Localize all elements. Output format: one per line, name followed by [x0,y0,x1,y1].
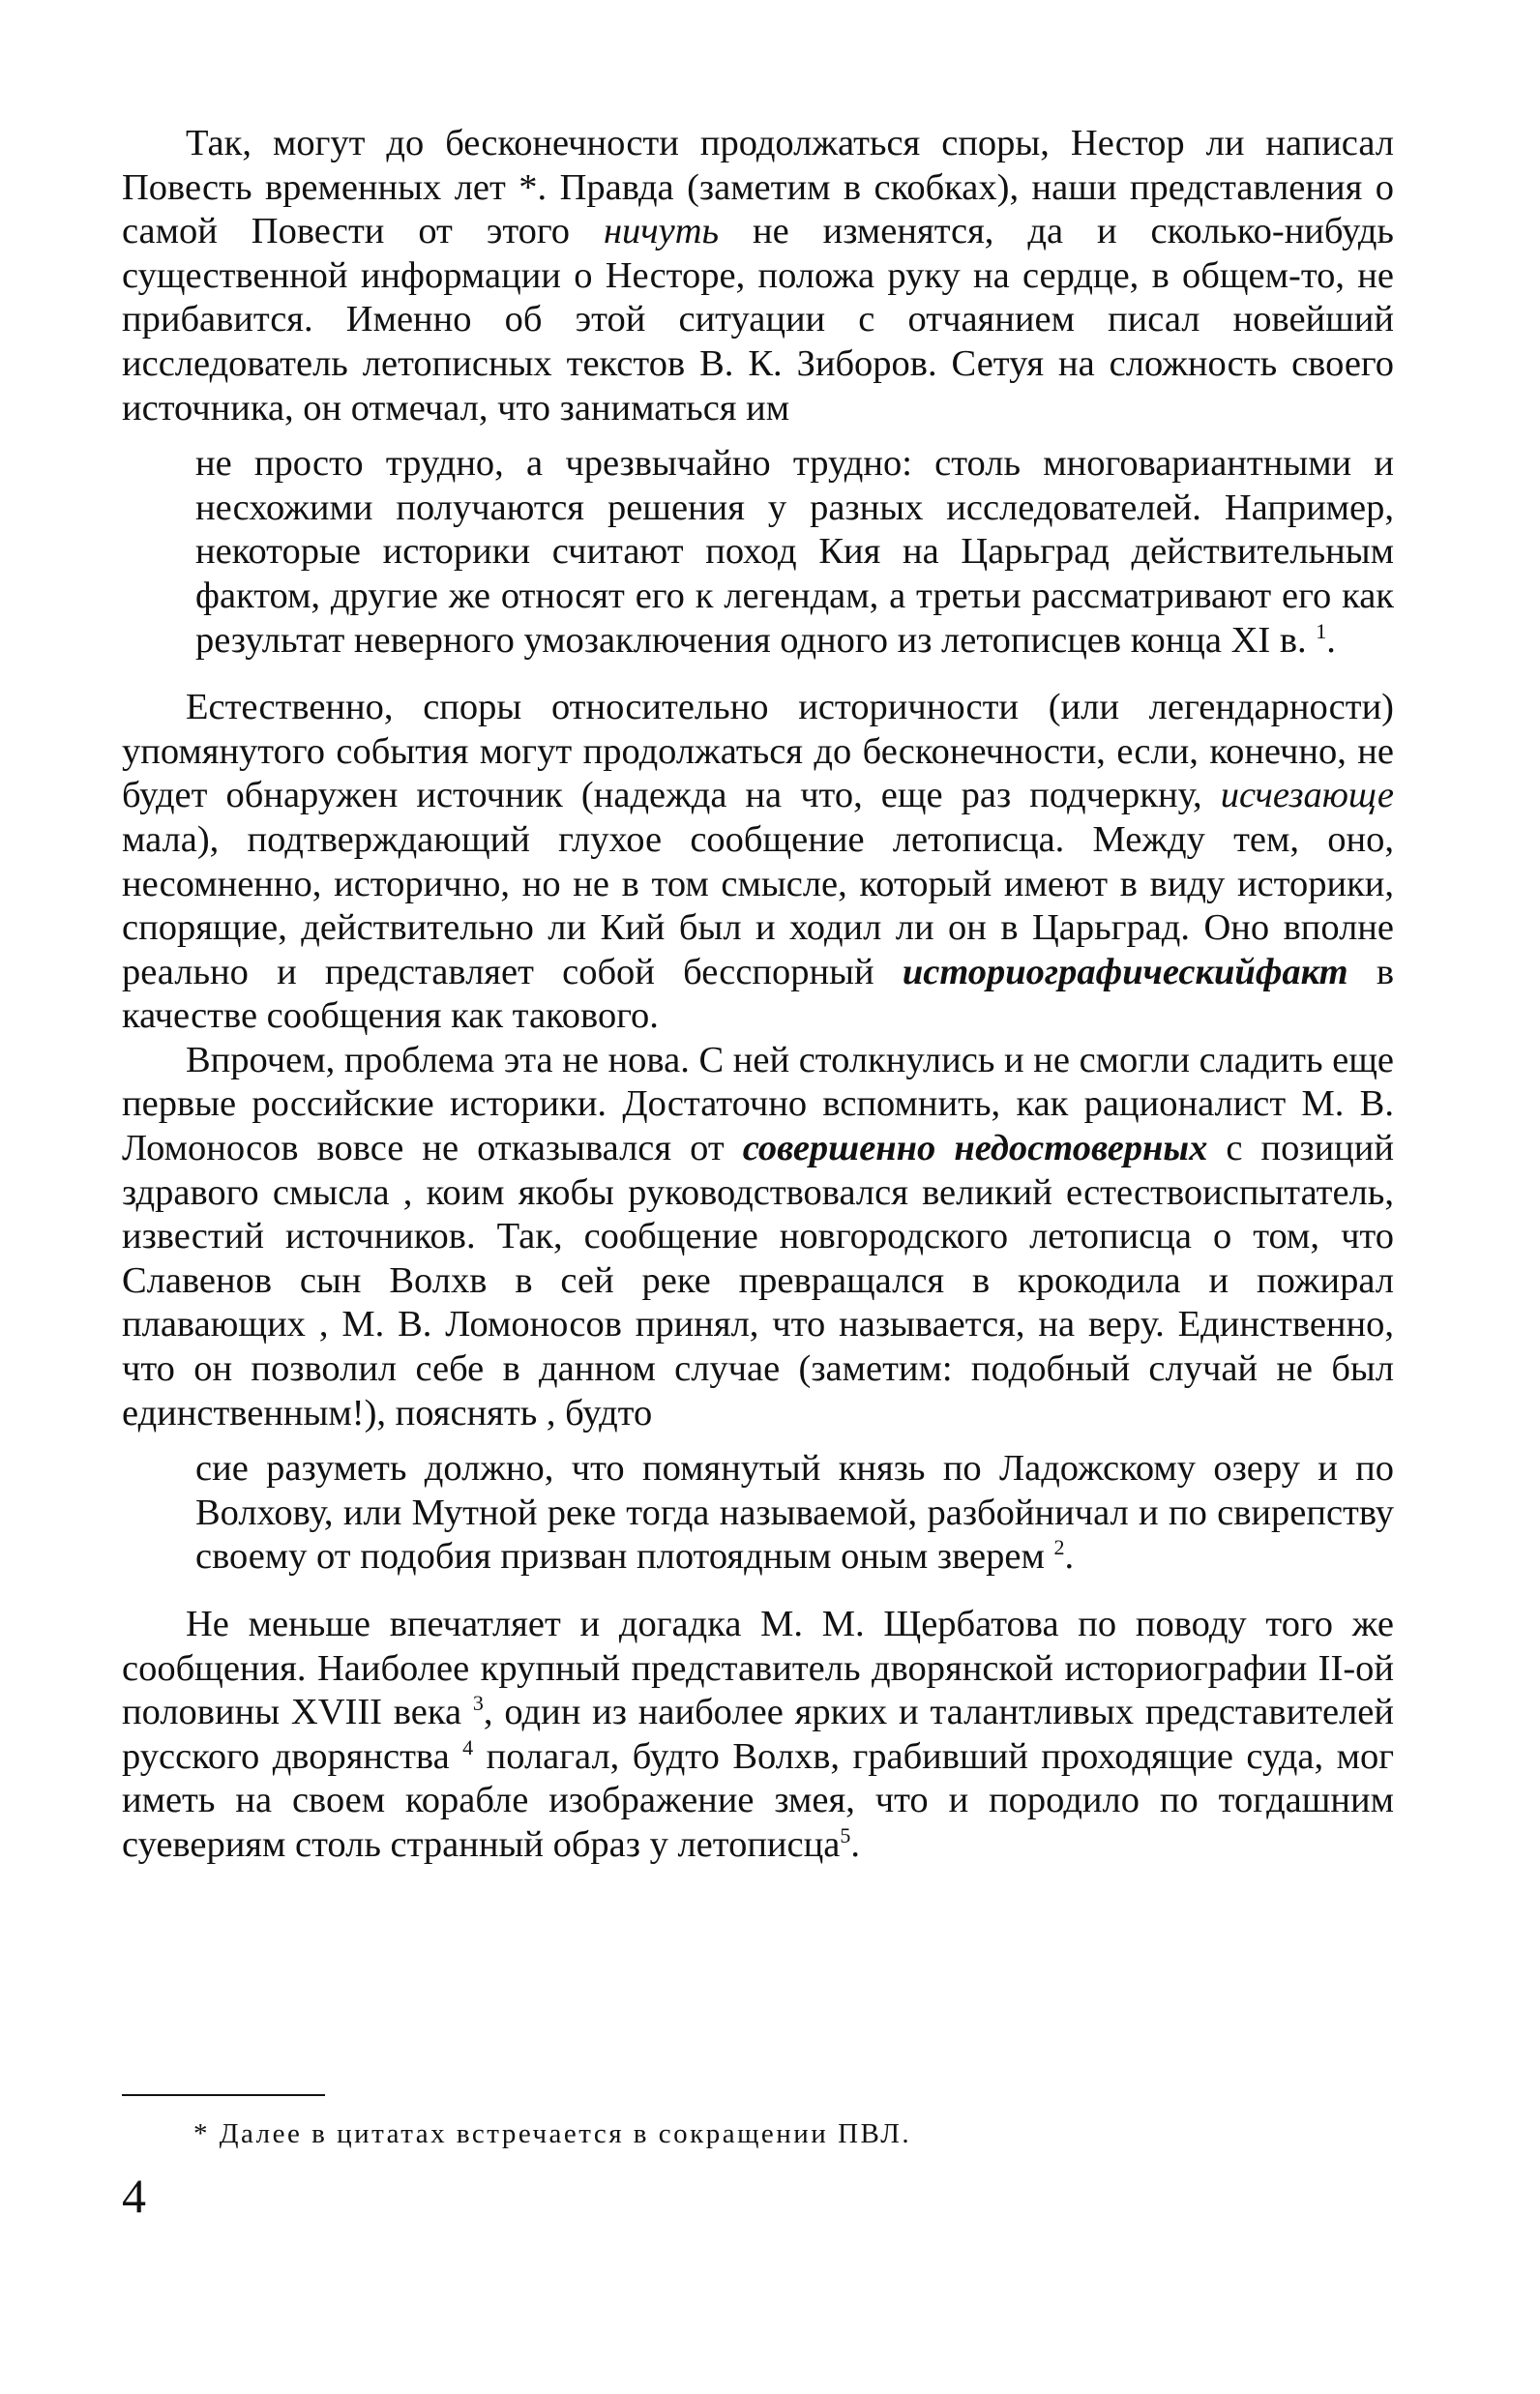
footnote-ref-5: 5 [840,1823,851,1848]
footnote-ref-1: 1 [1316,618,1327,643]
main-text [122,122,1394,1868]
emphasis-sovershenno-nedostovernyh: совершенно недостоверных [742,1128,1208,1169]
emphasis-nichut: ничуть [603,211,720,252]
block-quote-2: сие разуметь должно, что помянутый князь по Ладожскому озеру и по Волхову, или Мутной реке тогда называемой, разбойничал и по свирепству своему от подобия призван плотоядным оным зверем $^2$. [195,1448,1394,1578]
emphasis-ischezayushche: исчезающе [1220,775,1394,816]
footnote-ref-4: 4 [462,1734,474,1759]
emphasis-historiographic-fact: историографическийфакт [902,951,1348,992]
paragraph-1: Так, могут до бесконечности продолжаться споры, Нестор ли написал Повесть временных лет *. Правда (заметим в скобках), наши представления о самой Повести от этого ничуть не изменятся, да и сколько-нибудь существенной информации о Несторе, положа руку на сердце, в общем-то, не прибавится. Именно об этой ситуации с отчаянием писал новейший исследователь летописных текстов В. К. Зиборов. Сетуя на сложность своего источника, он отмечал, что заниматься им [122,123,1394,429]
paragraph-4: Не меньше впечатляет и догадка М. М. Щербатова по поводу того же сообщения. Наиболее крупный представитель дворянской историографии II-ой половины XVIII века $^3$, один из наиболее ярких и талантливых представителей русского дворянства $^4$ полагал, будто Волхв, грабивший проходящие суда, мог иметь на своем корабле изображение змея, что и породило по тогдашним суевериям столь странный образ у летописца$^5$. [122,1604,1394,1865]
block-quote-1: не просто трудно, а чрезвычайно трудно: столь многовариантными и несхожими получаются решения у разных исследователей. Например, некоторые историки считают поход Кия на Царьград действительным фактом, другие же относят его к легендам, а третьи рассматривают его как результат неверного умозаключения одного из летописцев конца XI в. $^1$. [195,443,1394,661]
paragraph-2: Естественно, споры относительно историчности (или легендарности) упомянутого события могут продолжаться до бесконечности, если, конечно, не будет обнаружен источник (надежда на что, еще раз подчеркну, исчезающе мала), подтверждающий глухое сообщение летописца. Между тем, оно, несомненно, исторично, но не в том смысле, который имеют в виду историки, спорящие, действительно ли Кий был и ходил ли он в Царьград. Оно вполне реально и представляет собой бесспорный историографическийфакт в качестве сообщения как такового. [122,687,1394,1037]
footnote: * Далее в цитатах встречается в сокращении ПВЛ. [193,2118,912,2149]
footnote-divider [122,2094,325,2096]
paragraph-3: Впрочем, проблема эта не нова. С ней столкнулись и не смогли сладить еще первые российские историки. Достаточно вспомнить, как рационалист М. В. Ломоносов вовсе не отказывался от совершенно недостоверных с позиций здравого смысла , коим якобы руководствовался великий естествоиспытатель, известий источников. Так, сообщение новгородского летописца о том, что Славенов сын Волхв в сей реке превращался в крокодила и пожирал плавающих , М. В. Ломоносов принял, что называется, на веру. Единственно, что он позволил себе в данном случае (заметим: подобный случай не был единственным!), пояснять , будто [122,1039,1394,1433]
footnote-ref-2: 2 [1053,1535,1065,1560]
page-number: 4 [122,2169,146,2223]
footnote-ref-3: 3 [472,1691,484,1716]
